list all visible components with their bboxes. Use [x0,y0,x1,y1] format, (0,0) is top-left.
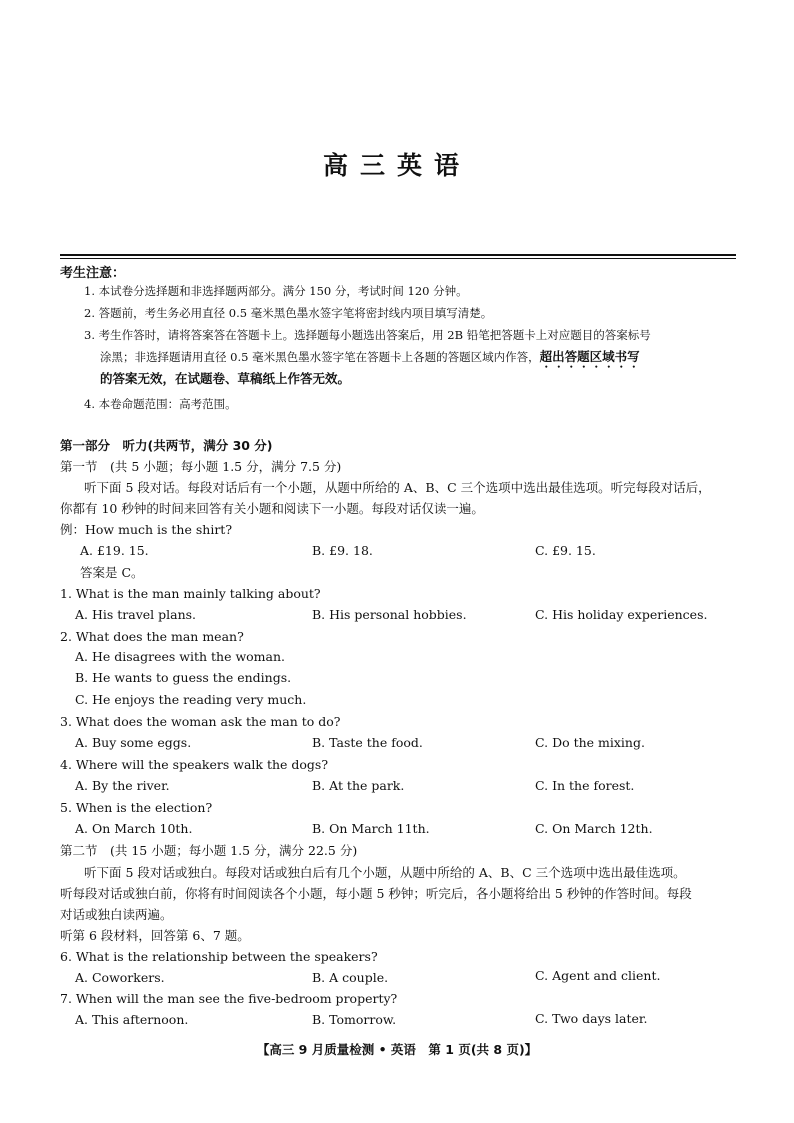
notice-emphasis-1: 超出答题区域书写 [539,349,640,364]
q3-option-c: C. Do the mixing. [535,735,645,750]
q3-option-b: B. Taste the food. [312,735,423,750]
q4-option-b: B. At the park. [312,778,405,793]
example-answer: 答案是 C。 [80,565,144,580]
notice-item-3: 3. 考生作答时，请将答案答在答题卡上。选择题每小题选出答案后，用 2B 铅笔把答题卡上对应题目的答案标号 [84,328,651,342]
q5-option-b: B. On March 11th. [312,821,430,836]
q1-option-c: C. His holiday experiences. [535,607,708,622]
q5-option-c: C. On March 12th. [535,821,653,836]
q6-option-a: A. Coworkers. [75,970,165,985]
notice-item-4: 4. 本卷命题范围：高考范围。 [84,397,237,411]
question-1: 1. What is the man mainly talking about? [60,586,321,601]
section2-instruction-1: 听下面 5 段对话或独白。每段对话或独白后有几个小题，从题中所给的 A、B、C 三个选项中选出最佳选项。 [84,865,686,880]
q2-option-a: A. He disagrees with the woman. [75,649,286,664]
q6-option-c: C. Agent and client. [535,968,661,983]
q2-option-c: C. He enjoys the reading very much. [75,692,307,707]
q3-option-a: A. Buy some eggs. [75,735,192,750]
section2-instruction-3: 对话或独白读两遍。 [60,907,173,922]
example-option-a: A. £19. 15. [80,543,149,558]
example-question: 例：How much is the shirt? [60,522,233,537]
header-rule-thin [60,258,736,259]
page-footer: 【高三 9 月质量检测 • 英语 第 1 页(共 8 页)】 [256,1042,538,1057]
question-4: 4. Where will the speakers walk the dogs? [60,757,329,772]
notice-emphasis-2: 的答案无效，在试题卷、草稿纸上作答无效。 [100,371,351,386]
q4-option-c: C. In the forest. [535,778,635,793]
notice-heading: 考生注意： [60,266,126,281]
section2-instruction-2: 听每段对话或独白前，你将有时间阅读各个小题，每小题 5 秒钟；听完后，各小题将给出 5 秒钟的作答时间。每段 [60,886,692,901]
notice-item-3-text: 涂黑；非选择题请用直径 0.5 毫米黑色墨水签字笔在答题卡上各题的答题区域内作答， [100,350,540,364]
section1-heading: 第一节 (共 5 小题；每小题 1.5 分，满分 7.5 分) [60,459,342,474]
notice-item-1: 1. 本试卷分选择题和非选择题两部分。满分 150 分，考试时间 120 分钟。 [84,284,468,298]
section1-instruction-1: 听下面 5 段对话。每段对话后有一个小题，从题中所给的 A、B、C 三个选项中选出最佳选项。听完每段对话后， [84,480,711,495]
notice-item-3-cont [100,349,640,371]
question-5: 5. When is the election? [60,800,213,815]
q4-option-a: A. By the river. [75,778,170,793]
q5-option-a: A. On March 10th. [75,821,193,836]
page-title: 高三英语 [322,151,471,180]
material-6-heading: 听第 6 段材料，回答第 6、7 题。 [60,928,250,943]
q2-option-b: B. He wants to guess the endings. [75,670,292,685]
q1-option-b: B. His personal hobbies. [312,607,467,622]
header-rule-thick [60,254,736,256]
q7-option-b: B. Tomorrow. [312,1012,397,1027]
example-option-c: C. £9. 15. [535,543,596,558]
example-option-b: B. £9. 18. [312,543,373,558]
question-2: 2. What does the man mean? [60,629,244,644]
part1-heading: 第一部分 听力(共两节，满分 30 分) [60,438,273,453]
section2-heading: 第二节 (共 15 小题；每小题 1.5 分，满分 22.5 分) [60,843,358,858]
question-6: 6. What is the relationship between the speakers? [60,949,378,964]
question-3: 3. What does the woman ask the man to do? [60,714,341,729]
q7-option-a: A. This afternoon. [75,1012,189,1027]
q6-option-b: B. A couple. [312,970,389,985]
section1-instruction-2: 你都有 10 秒钟的时间来回答有关小题和阅读下一小题。每段对话仅读一遍。 [60,501,484,516]
q1-option-a: A. His travel plans. [75,607,197,622]
notice-item-2: 2. 答题前，考生务必用直径 0.5 毫米黑色墨水签字笔将密封线内项目填写清楚。 [84,306,493,320]
q7-option-c: C. Two days later. [535,1011,648,1026]
question-7: 7. When will the man see the five-bedroom property? [60,991,398,1006]
